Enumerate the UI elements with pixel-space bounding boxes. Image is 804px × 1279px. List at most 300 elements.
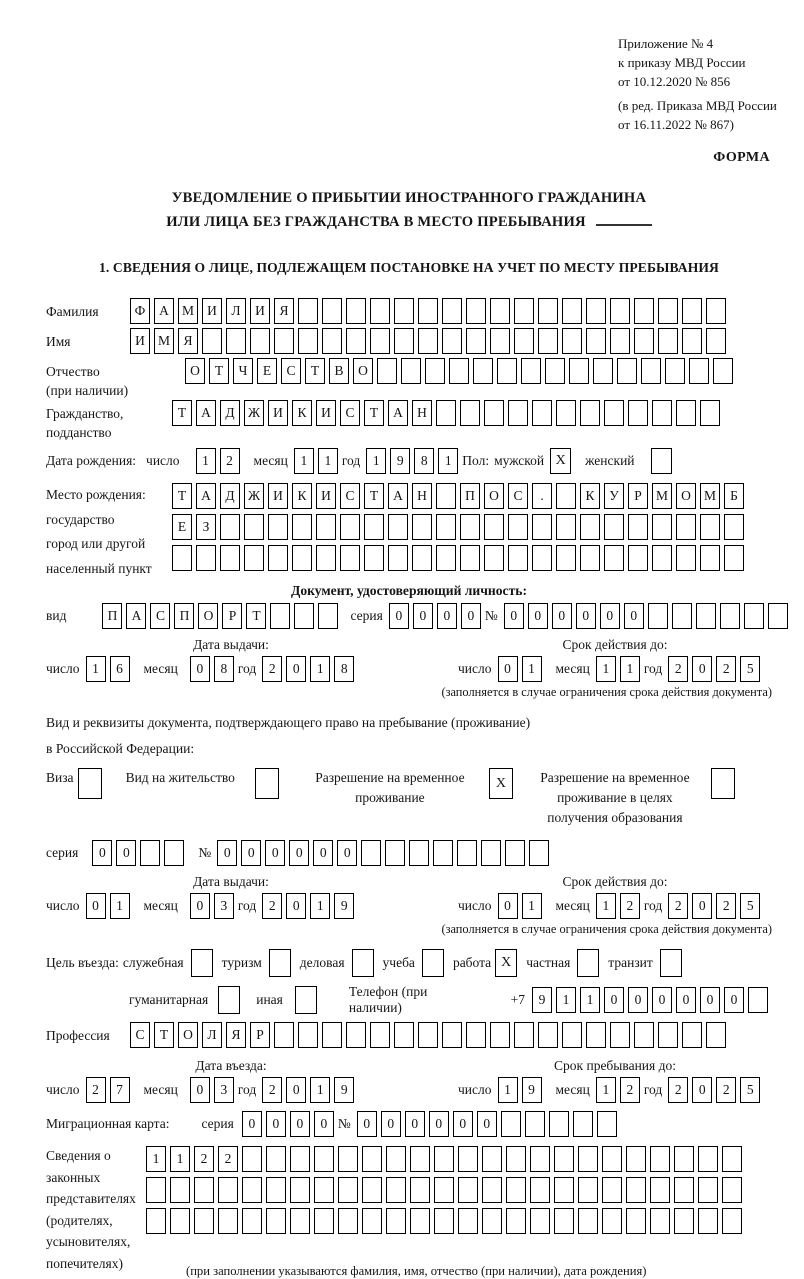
- char-box[interactable]: [562, 1022, 582, 1048]
- char-box[interactable]: [626, 1208, 646, 1234]
- char-box[interactable]: 1: [294, 448, 314, 474]
- char-box[interactable]: [713, 358, 733, 384]
- char-box[interactable]: [578, 1177, 598, 1203]
- char-box[interactable]: 0: [242, 1111, 262, 1137]
- char-box[interactable]: [604, 514, 624, 540]
- char-box[interactable]: [314, 1208, 334, 1234]
- char-box[interactable]: [506, 1208, 526, 1234]
- char-box[interactable]: [634, 328, 654, 354]
- char-box[interactable]: [722, 1177, 742, 1203]
- char-box[interactable]: П: [174, 603, 194, 629]
- char-box[interactable]: [434, 1208, 454, 1234]
- char-box[interactable]: [362, 1177, 382, 1203]
- char-box[interactable]: [386, 1208, 406, 1234]
- char-box[interactable]: [676, 400, 696, 426]
- char-box[interactable]: 2: [716, 1077, 736, 1103]
- char-box[interactable]: [628, 545, 648, 571]
- residence-permit-checkbox[interactable]: [255, 768, 279, 799]
- char-box[interactable]: [370, 298, 390, 324]
- char-box[interactable]: [530, 1146, 550, 1172]
- char-box[interactable]: 0: [413, 603, 433, 629]
- char-box[interactable]: 1: [438, 448, 458, 474]
- char-box[interactable]: 0: [190, 656, 210, 682]
- char-box[interactable]: [484, 400, 504, 426]
- char-box[interactable]: [410, 1177, 430, 1203]
- char-box[interactable]: О: [178, 1022, 198, 1048]
- char-box[interactable]: 5: [740, 656, 760, 682]
- char-box[interactable]: [556, 514, 576, 540]
- char-box[interactable]: 0: [286, 1077, 306, 1103]
- char-box[interactable]: [425, 358, 445, 384]
- char-box[interactable]: [626, 1146, 646, 1172]
- char-box[interactable]: [556, 400, 576, 426]
- char-box[interactable]: [294, 603, 314, 629]
- char-box[interactable]: 6: [110, 656, 130, 682]
- char-box[interactable]: 0: [692, 1077, 712, 1103]
- char-box[interactable]: [314, 1177, 334, 1203]
- char-box[interactable]: [412, 545, 432, 571]
- char-box[interactable]: 3: [214, 893, 234, 919]
- char-box[interactable]: 2: [716, 656, 736, 682]
- char-box[interactable]: 8: [414, 448, 434, 474]
- char-box[interactable]: [521, 358, 541, 384]
- char-box[interactable]: 9: [334, 1077, 354, 1103]
- char-box[interactable]: 0: [628, 987, 648, 1013]
- char-box[interactable]: [706, 1022, 726, 1048]
- char-box[interactable]: Я: [226, 1022, 246, 1048]
- char-box[interactable]: [650, 1208, 670, 1234]
- char-box[interactable]: [628, 400, 648, 426]
- char-box[interactable]: [626, 1177, 646, 1203]
- char-box[interactable]: [650, 1177, 670, 1203]
- char-box[interactable]: [220, 514, 240, 540]
- char-box[interactable]: [698, 1146, 718, 1172]
- char-box[interactable]: [394, 298, 414, 324]
- char-box[interactable]: 0: [265, 840, 285, 866]
- char-box[interactable]: 1: [596, 893, 616, 919]
- char-box[interactable]: 0: [116, 840, 136, 866]
- char-box[interactable]: [460, 545, 480, 571]
- char-box[interactable]: [394, 328, 414, 354]
- char-box[interactable]: [676, 545, 696, 571]
- char-box[interactable]: [274, 328, 294, 354]
- char-box[interactable]: И: [202, 298, 222, 324]
- purpose-other-checkbox[interactable]: [295, 986, 317, 1014]
- char-box[interactable]: 1: [310, 1077, 330, 1103]
- visa-checkbox[interactable]: [78, 768, 102, 799]
- char-box[interactable]: П: [102, 603, 122, 629]
- char-box[interactable]: 0: [600, 603, 620, 629]
- char-box[interactable]: [674, 1208, 694, 1234]
- char-box[interactable]: Т: [154, 1022, 174, 1048]
- char-box[interactable]: [460, 514, 480, 540]
- char-box[interactable]: [226, 328, 246, 354]
- char-box[interactable]: 0: [504, 603, 524, 629]
- char-box[interactable]: [648, 603, 668, 629]
- char-box[interactable]: С: [281, 358, 301, 384]
- char-box[interactable]: М: [652, 483, 672, 509]
- char-box[interactable]: А: [388, 483, 408, 509]
- char-box[interactable]: [634, 298, 654, 324]
- char-box[interactable]: 9: [532, 987, 552, 1013]
- char-box[interactable]: [442, 298, 462, 324]
- char-box[interactable]: 0: [241, 840, 261, 866]
- char-box[interactable]: [682, 1022, 702, 1048]
- char-box[interactable]: 1: [498, 1077, 518, 1103]
- char-box[interactable]: [458, 1146, 478, 1172]
- char-box[interactable]: Т: [364, 400, 384, 426]
- char-box[interactable]: [322, 298, 342, 324]
- char-box[interactable]: П: [460, 483, 480, 509]
- char-box[interactable]: [434, 1177, 454, 1203]
- rvp-edu-checkbox[interactable]: [711, 768, 735, 799]
- char-box[interactable]: .: [532, 483, 552, 509]
- char-box[interactable]: [250, 328, 270, 354]
- char-box[interactable]: [529, 840, 549, 866]
- char-box[interactable]: [172, 545, 192, 571]
- char-box[interactable]: [418, 1022, 438, 1048]
- char-box[interactable]: Д: [220, 483, 240, 509]
- char-box[interactable]: [698, 1208, 718, 1234]
- char-box[interactable]: М: [700, 483, 720, 509]
- char-box[interactable]: [586, 1022, 606, 1048]
- char-box[interactable]: [164, 840, 184, 866]
- char-box[interactable]: [665, 358, 685, 384]
- char-box[interactable]: 0: [676, 987, 696, 1013]
- char-box[interactable]: О: [484, 483, 504, 509]
- char-box[interactable]: [525, 1111, 545, 1137]
- char-box[interactable]: [244, 545, 264, 571]
- purpose-tourism-checkbox[interactable]: [269, 949, 291, 977]
- purpose-business-checkbox[interactable]: [352, 949, 374, 977]
- char-box[interactable]: [578, 1146, 598, 1172]
- char-box[interactable]: [170, 1177, 190, 1203]
- char-box[interactable]: [514, 298, 534, 324]
- char-box[interactable]: [610, 328, 630, 354]
- char-box[interactable]: 0: [313, 840, 333, 866]
- char-box[interactable]: [508, 545, 528, 571]
- char-box[interactable]: 0: [604, 987, 624, 1013]
- char-box[interactable]: [484, 545, 504, 571]
- char-box[interactable]: 8: [214, 656, 234, 682]
- purpose-study-checkbox[interactable]: [422, 949, 444, 977]
- char-box[interactable]: 1: [318, 448, 338, 474]
- char-box[interactable]: А: [196, 400, 216, 426]
- char-box[interactable]: [338, 1177, 358, 1203]
- char-box[interactable]: [194, 1177, 214, 1203]
- char-box[interactable]: [346, 328, 366, 354]
- char-box[interactable]: [700, 545, 720, 571]
- char-box[interactable]: [362, 1208, 382, 1234]
- char-box[interactable]: [434, 1146, 454, 1172]
- char-box[interactable]: [270, 603, 290, 629]
- char-box[interactable]: 0: [314, 1111, 334, 1137]
- char-box[interactable]: 2: [716, 893, 736, 919]
- char-box[interactable]: А: [196, 483, 216, 509]
- char-box[interactable]: [652, 545, 672, 571]
- char-box[interactable]: 2: [194, 1146, 214, 1172]
- char-box[interactable]: [442, 1022, 462, 1048]
- char-box[interactable]: Я: [178, 328, 198, 354]
- char-box[interactable]: [194, 1208, 214, 1234]
- char-box[interactable]: [506, 1177, 526, 1203]
- char-box[interactable]: [140, 840, 160, 866]
- char-box[interactable]: И: [268, 483, 288, 509]
- char-box[interactable]: [556, 545, 576, 571]
- char-box[interactable]: [689, 358, 709, 384]
- char-box[interactable]: [346, 1022, 366, 1048]
- char-box[interactable]: [634, 1022, 654, 1048]
- purpose-official-checkbox[interactable]: [191, 949, 213, 977]
- char-box[interactable]: [298, 298, 318, 324]
- char-box[interactable]: [674, 1177, 694, 1203]
- char-box[interactable]: [340, 545, 360, 571]
- char-box[interactable]: [364, 514, 384, 540]
- char-box[interactable]: [338, 1208, 358, 1234]
- char-box[interactable]: Т: [305, 358, 325, 384]
- char-box[interactable]: 2: [220, 448, 240, 474]
- char-box[interactable]: Я: [274, 298, 294, 324]
- char-box[interactable]: [449, 358, 469, 384]
- rvp-checkbox[interactable]: X: [489, 768, 513, 799]
- char-box[interactable]: [146, 1177, 166, 1203]
- char-box[interactable]: А: [126, 603, 146, 629]
- char-box[interactable]: [650, 1146, 670, 1172]
- char-box[interactable]: К: [580, 483, 600, 509]
- char-box[interactable]: 9: [334, 893, 354, 919]
- char-box[interactable]: [652, 514, 672, 540]
- char-box[interactable]: 2: [86, 1077, 106, 1103]
- char-box[interactable]: [364, 545, 384, 571]
- char-box[interactable]: [641, 358, 661, 384]
- purpose-private-checkbox[interactable]: [577, 949, 599, 977]
- char-box[interactable]: Ч: [233, 358, 253, 384]
- char-box[interactable]: [508, 514, 528, 540]
- char-box[interactable]: О: [198, 603, 218, 629]
- char-box[interactable]: Т: [209, 358, 229, 384]
- char-box[interactable]: [569, 358, 589, 384]
- char-box[interactable]: [700, 400, 720, 426]
- char-box[interactable]: [436, 483, 456, 509]
- char-box[interactable]: 2: [262, 656, 282, 682]
- char-box[interactable]: С: [130, 1022, 150, 1048]
- char-box[interactable]: [706, 298, 726, 324]
- char-box[interactable]: [268, 545, 288, 571]
- char-box[interactable]: [602, 1208, 622, 1234]
- char-box[interactable]: [481, 840, 501, 866]
- char-box[interactable]: Е: [172, 514, 192, 540]
- char-box[interactable]: [573, 1111, 593, 1137]
- char-box[interactable]: [556, 483, 576, 509]
- char-box[interactable]: 0: [552, 603, 572, 629]
- char-box[interactable]: [418, 298, 438, 324]
- char-box[interactable]: [530, 1177, 550, 1203]
- char-box[interactable]: [457, 840, 477, 866]
- char-box[interactable]: [672, 603, 692, 629]
- char-box[interactable]: 9: [522, 1077, 542, 1103]
- char-box[interactable]: [242, 1177, 262, 1203]
- char-box[interactable]: И: [250, 298, 270, 324]
- char-box[interactable]: Д: [220, 400, 240, 426]
- char-box[interactable]: И: [130, 328, 150, 354]
- char-box[interactable]: [170, 1208, 190, 1234]
- char-box[interactable]: [394, 1022, 414, 1048]
- char-box[interactable]: [370, 1022, 390, 1048]
- char-box[interactable]: 0: [724, 987, 744, 1013]
- char-box[interactable]: О: [185, 358, 205, 384]
- char-box[interactable]: К: [292, 400, 312, 426]
- char-box[interactable]: [578, 1208, 598, 1234]
- char-box[interactable]: 2: [620, 1077, 640, 1103]
- char-box[interactable]: [473, 358, 493, 384]
- char-box[interactable]: 0: [692, 656, 712, 682]
- char-box[interactable]: [298, 1022, 318, 1048]
- char-box[interactable]: [385, 840, 405, 866]
- char-box[interactable]: [604, 545, 624, 571]
- char-box[interactable]: К: [292, 483, 312, 509]
- char-box[interactable]: М: [178, 298, 198, 324]
- char-box[interactable]: [412, 514, 432, 540]
- char-box[interactable]: [554, 1177, 574, 1203]
- char-box[interactable]: [682, 298, 702, 324]
- char-box[interactable]: [220, 545, 240, 571]
- char-box[interactable]: [244, 514, 264, 540]
- char-box[interactable]: 1: [366, 448, 386, 474]
- char-box[interactable]: [316, 514, 336, 540]
- char-box[interactable]: [744, 603, 764, 629]
- char-box[interactable]: [218, 1208, 238, 1234]
- char-box[interactable]: 1: [556, 987, 576, 1013]
- char-box[interactable]: [418, 328, 438, 354]
- char-box[interactable]: 1: [170, 1146, 190, 1172]
- char-box[interactable]: 2: [668, 893, 688, 919]
- char-box[interactable]: 0: [266, 1111, 286, 1137]
- char-box[interactable]: Т: [246, 603, 266, 629]
- char-box[interactable]: [362, 1146, 382, 1172]
- char-box[interactable]: [436, 545, 456, 571]
- char-box[interactable]: [562, 328, 582, 354]
- char-box[interactable]: [466, 328, 486, 354]
- char-box[interactable]: У: [604, 483, 624, 509]
- char-box[interactable]: И: [268, 400, 288, 426]
- char-box[interactable]: [196, 545, 216, 571]
- char-box[interactable]: 0: [357, 1111, 377, 1137]
- char-box[interactable]: 0: [405, 1111, 425, 1137]
- char-box[interactable]: [532, 545, 552, 571]
- char-box[interactable]: [580, 514, 600, 540]
- char-box[interactable]: [580, 400, 600, 426]
- char-box[interactable]: [514, 1022, 534, 1048]
- char-box[interactable]: [266, 1208, 286, 1234]
- char-box[interactable]: С: [340, 400, 360, 426]
- char-box[interactable]: [484, 514, 504, 540]
- char-box[interactable]: [530, 1208, 550, 1234]
- char-box[interactable]: 0: [337, 840, 357, 866]
- char-box[interactable]: [322, 1022, 342, 1048]
- char-box[interactable]: Е: [257, 358, 277, 384]
- char-box[interactable]: [698, 1177, 718, 1203]
- char-box[interactable]: 9: [390, 448, 410, 474]
- char-box[interactable]: 2: [668, 1077, 688, 1103]
- char-box[interactable]: [490, 1022, 510, 1048]
- char-box[interactable]: Ж: [244, 400, 264, 426]
- char-box[interactable]: [290, 1177, 310, 1203]
- char-box[interactable]: Ф: [130, 298, 150, 324]
- sex-male-checkbox[interactable]: X: [550, 448, 571, 474]
- char-box[interactable]: [580, 545, 600, 571]
- char-box[interactable]: 0: [86, 893, 106, 919]
- char-box[interactable]: 2: [218, 1146, 238, 1172]
- char-box[interactable]: [388, 514, 408, 540]
- char-box[interactable]: О: [353, 358, 373, 384]
- char-box[interactable]: [602, 1146, 622, 1172]
- char-box[interactable]: 8: [334, 656, 354, 682]
- char-box[interactable]: [466, 1022, 486, 1048]
- char-box[interactable]: [386, 1146, 406, 1172]
- char-box[interactable]: [290, 1146, 310, 1172]
- char-box[interactable]: 1: [310, 656, 330, 682]
- char-box[interactable]: 0: [217, 840, 237, 866]
- char-box[interactable]: [482, 1208, 502, 1234]
- char-box[interactable]: 1: [596, 1077, 616, 1103]
- purpose-humanitarian-checkbox[interactable]: [218, 986, 240, 1014]
- char-box[interactable]: [562, 298, 582, 324]
- char-box[interactable]: И: [316, 400, 336, 426]
- char-box[interactable]: [706, 328, 726, 354]
- sex-female-checkbox[interactable]: [651, 448, 672, 474]
- char-box[interactable]: [604, 400, 624, 426]
- char-box[interactable]: [597, 1111, 617, 1137]
- char-box[interactable]: [314, 1146, 334, 1172]
- char-box[interactable]: Ж: [244, 483, 264, 509]
- char-box[interactable]: [242, 1208, 262, 1234]
- purpose-work-checkbox[interactable]: X: [495, 949, 517, 977]
- char-box[interactable]: 2: [620, 893, 640, 919]
- char-box[interactable]: [506, 1146, 526, 1172]
- char-box[interactable]: [466, 298, 486, 324]
- char-box[interactable]: [508, 400, 528, 426]
- char-box[interactable]: [628, 514, 648, 540]
- char-box[interactable]: Т: [364, 483, 384, 509]
- char-box[interactable]: [410, 1146, 430, 1172]
- char-box[interactable]: 1: [146, 1146, 166, 1172]
- char-box[interactable]: Л: [226, 298, 246, 324]
- char-box[interactable]: [482, 1177, 502, 1203]
- char-box[interactable]: [338, 1146, 358, 1172]
- char-box[interactable]: [617, 358, 637, 384]
- char-box[interactable]: [386, 1177, 406, 1203]
- char-box[interactable]: Б: [724, 483, 744, 509]
- char-box[interactable]: 7: [110, 1077, 130, 1103]
- char-box[interactable]: 0: [624, 603, 644, 629]
- char-box[interactable]: [266, 1146, 286, 1172]
- char-box[interactable]: [409, 840, 429, 866]
- char-box[interactable]: Л: [202, 1022, 222, 1048]
- char-box[interactable]: [532, 514, 552, 540]
- char-box[interactable]: [436, 400, 456, 426]
- char-box[interactable]: [497, 358, 517, 384]
- char-box[interactable]: Н: [412, 483, 432, 509]
- char-box[interactable]: [340, 514, 360, 540]
- char-box[interactable]: 0: [576, 603, 596, 629]
- char-box[interactable]: [218, 1177, 238, 1203]
- char-box[interactable]: М: [154, 328, 174, 354]
- char-box[interactable]: [554, 1146, 574, 1172]
- char-box[interactable]: Т: [172, 483, 192, 509]
- char-box[interactable]: [202, 328, 222, 354]
- char-box[interactable]: Т: [172, 400, 192, 426]
- char-box[interactable]: [458, 1208, 478, 1234]
